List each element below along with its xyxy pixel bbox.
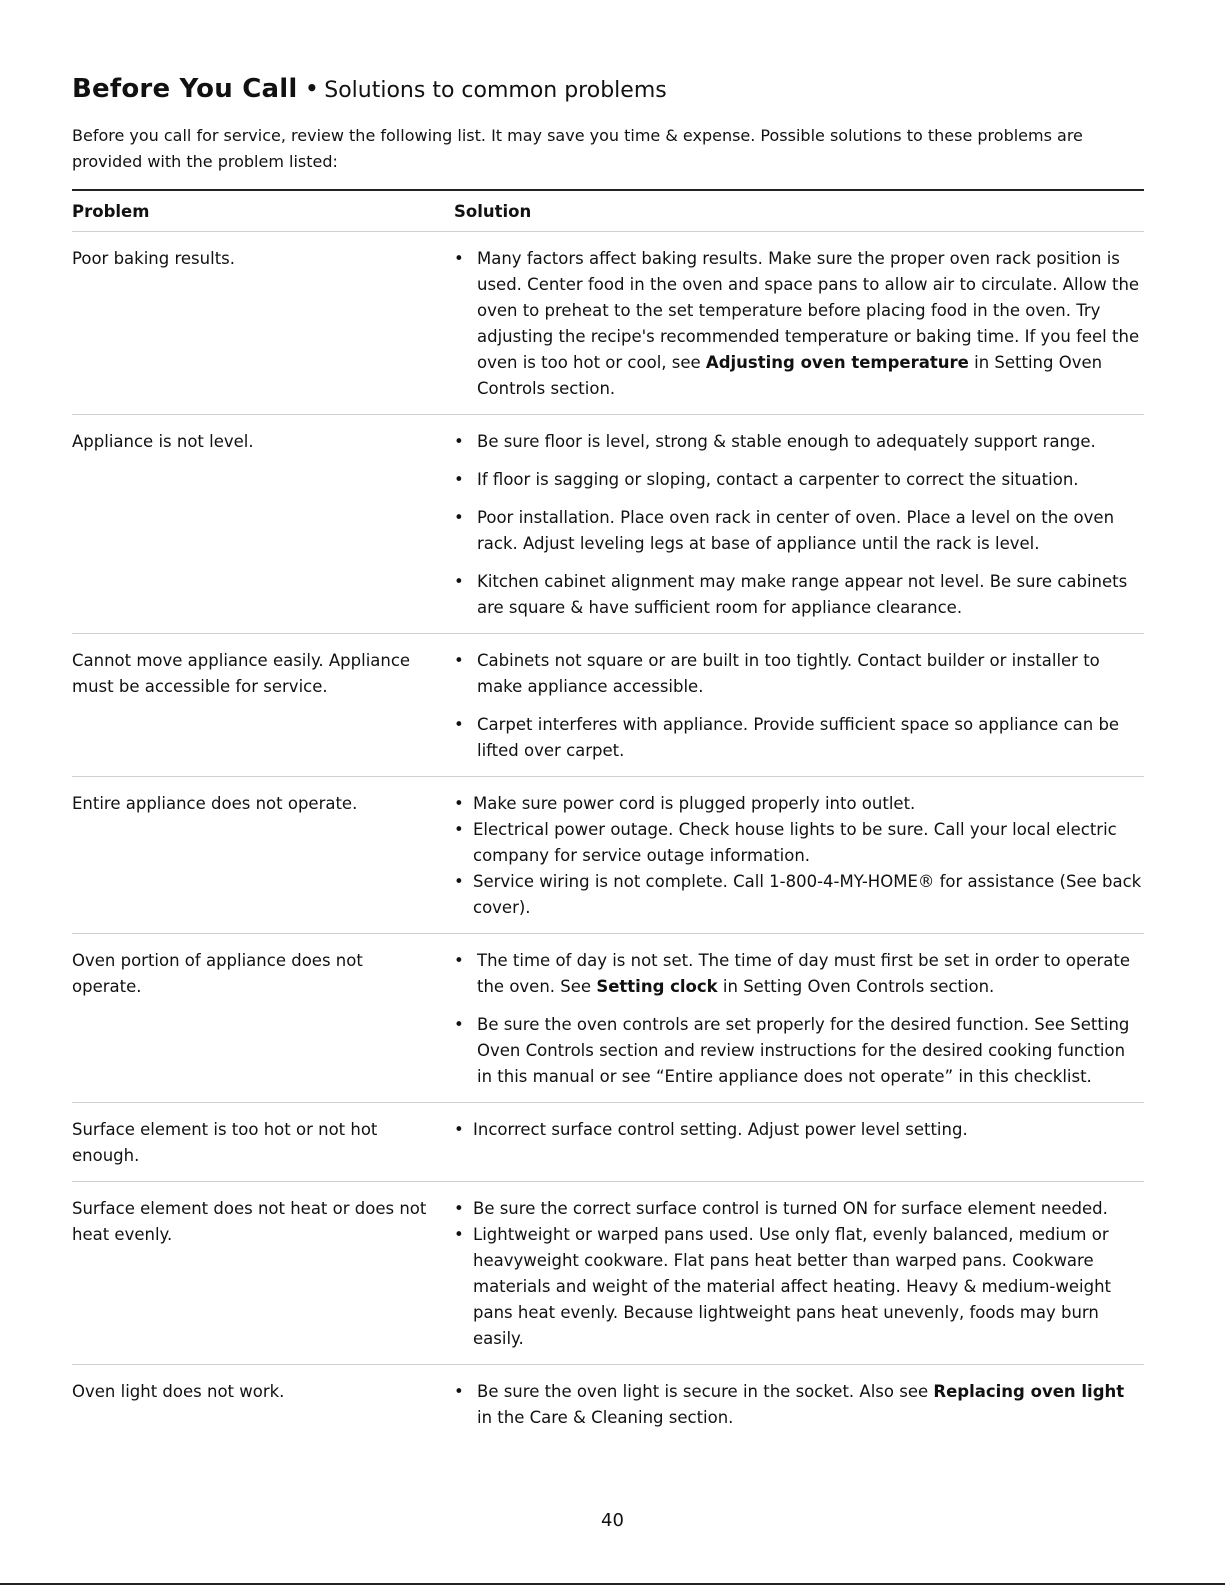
solution-text: Be sure the correct surface control is turned ON for surface element needed. [473, 1199, 1108, 1218]
bullet-icon: • [454, 715, 464, 734]
bullet-icon: • [454, 1015, 464, 1034]
solution-item [454, 1196, 1144, 1222]
table-header [72, 191, 1144, 232]
bullet-icon: • [454, 470, 464, 489]
solution-item [454, 1117, 1144, 1143]
table-row [72, 1365, 1144, 1443]
solution-text: Service wiring is not complete. Call 1-800-4-MY-HOME® for assistance (See back cover). [473, 872, 1142, 917]
page-content [72, 70, 1144, 1443]
solution-emphasis: Adjusting oven temperature [705, 353, 969, 372]
solution-item [454, 246, 1144, 402]
solution-item [454, 948, 1144, 1000]
problem-cell: Oven portion of appliance does not operate. [72, 951, 363, 996]
problem-cell: Surface element does not heat or does not heat evenly. [72, 1199, 427, 1244]
bullet-icon: • [454, 872, 464, 891]
table-row [72, 777, 1144, 934]
solution-text: Electrical power outage. Check house lights to be sure. Call your local electric company for service outage information. [473, 820, 1117, 865]
table-row [72, 1103, 1144, 1182]
solution-item [454, 712, 1144, 764]
solution-list [454, 1117, 1144, 1169]
solution-item [454, 429, 1144, 455]
page-number: 40 [601, 1510, 624, 1531]
solution-list [454, 246, 1144, 402]
table-body [72, 232, 1144, 1443]
column-header-solution: Solution [454, 201, 532, 221]
solution-text: Make sure power cord is plugged properly into outlet. [473, 794, 916, 813]
solution-text: in the Care & Cleaning section. [477, 1408, 734, 1427]
solution-text: The time of day is not set. The time of day must first be set in order to operate the oven. See [477, 951, 1131, 996]
intro-paragraph: Before you call for service, review the following list. It may save you time & expense. Possible solutions to these problems are provided with the problem listed: [72, 126, 1083, 171]
solution-text: Kitchen cabinet alignment may make range appear not level. Be sure cabinets are square & have sufficient room for appliance clearance. [477, 572, 1128, 617]
solution-list [454, 648, 1144, 764]
solution-text: Be sure floor is level, strong & stable enough to adequately support range. [477, 432, 1096, 451]
title-separator: • [305, 76, 319, 100]
solution-item [454, 1379, 1144, 1431]
table-row [72, 934, 1144, 1103]
table-row [72, 415, 1144, 634]
solution-text: in Setting Oven Controls section. [717, 977, 995, 996]
title-main: Before You Call [72, 74, 298, 104]
problem-cell: Poor baking results. [72, 249, 236, 268]
bullet-icon: • [454, 820, 464, 839]
title-subtitle: Solutions to common problems [324, 78, 667, 103]
solution-text: Incorrect surface control setting. Adjust power level setting. [473, 1120, 968, 1139]
solution-emphasis: Setting clock [596, 977, 718, 996]
problem-cell: Oven light does not work. [72, 1382, 285, 1401]
solution-text: Carpet interferes with appliance. Provide sufficient space so appliance can be lifted over carpet. [477, 715, 1120, 760]
solution-item [454, 791, 1144, 817]
column-header-problem: Problem [72, 201, 150, 221]
bullet-icon: • [454, 1382, 464, 1401]
bullet-icon: • [454, 249, 464, 268]
problem-cell: Surface element is too hot or not hot enough. [72, 1120, 378, 1165]
solution-list [454, 1196, 1144, 1352]
solution-list [454, 1379, 1144, 1431]
bullet-icon: • [454, 432, 464, 451]
solution-list [454, 948, 1144, 1090]
bullet-icon: • [454, 951, 464, 970]
solution-list [454, 791, 1144, 921]
solution-item [454, 569, 1144, 621]
table-row [72, 1182, 1144, 1365]
problem-cell: Appliance is not level. [72, 432, 254, 451]
page-title [72, 70, 1144, 109]
table-row [72, 634, 1144, 777]
bullet-icon: • [454, 508, 464, 527]
solution-text: Be sure the oven light is secure in the socket. Also see [477, 1382, 934, 1401]
solution-item [454, 505, 1144, 557]
bullet-icon: • [454, 794, 464, 813]
solution-item [454, 467, 1144, 493]
problem-cell: Entire appliance does not operate. [72, 794, 358, 813]
bullet-icon: • [454, 1225, 464, 1244]
solution-item [454, 817, 1144, 869]
solution-list [454, 429, 1144, 621]
solution-item [454, 648, 1144, 700]
solution-text: Poor installation. Place oven rack in center of oven. Place a level on the oven rack. Adjust leveling legs at base of appliance until the rack is level. [477, 508, 1115, 553]
solution-text: If floor is sagging or sloping, contact a carpenter to correct the situation. [477, 470, 1079, 489]
problem-cell: Cannot move appliance easily. Appliance must be accessible for service. [72, 651, 411, 696]
solution-text: Many factors affect baking results. Make sure the proper oven rack position is used. Center food in the oven and space pans to allow air to circulate. Allow the oven to preheat to the set temperature before placing food in the oven. Try adjusting the recipe's recommended temperature or baking time. If you feel the oven is too hot or cool, see [477, 249, 1140, 372]
bullet-icon: • [454, 1120, 464, 1139]
solution-item [454, 869, 1144, 921]
bullet-icon: • [454, 651, 464, 670]
bullet-icon: • [454, 572, 464, 591]
bullet-icon: • [454, 1199, 464, 1218]
solution-text: in Setting Oven Controls section. [477, 353, 1103, 398]
solution-text: Cabinets not square or are built in too tightly. Contact builder or installer to make appliance accessible. [477, 651, 1100, 696]
solution-item [454, 1012, 1144, 1090]
solution-text: Lightweight or warped pans used. Use only flat, evenly balanced, medium or heavyweight cookware. Flat pans heat better than warped pans. Cookware materials and weight of the material affect heating. Heavy & medium-weight pans heat evenly. Because lightweight pans heat unevenly, foods may burn easily. [473, 1225, 1112, 1348]
solution-item [454, 1222, 1144, 1352]
solution-text: Be sure the oven controls are set properly for the desired function. See Setting Oven Controls section and review instructions for the desired cooking function in this manual or see “Entire appliance does not operate” in this checklist. [477, 1015, 1130, 1086]
solution-emphasis: Replacing oven light [933, 1382, 1125, 1401]
table-row [72, 232, 1144, 415]
